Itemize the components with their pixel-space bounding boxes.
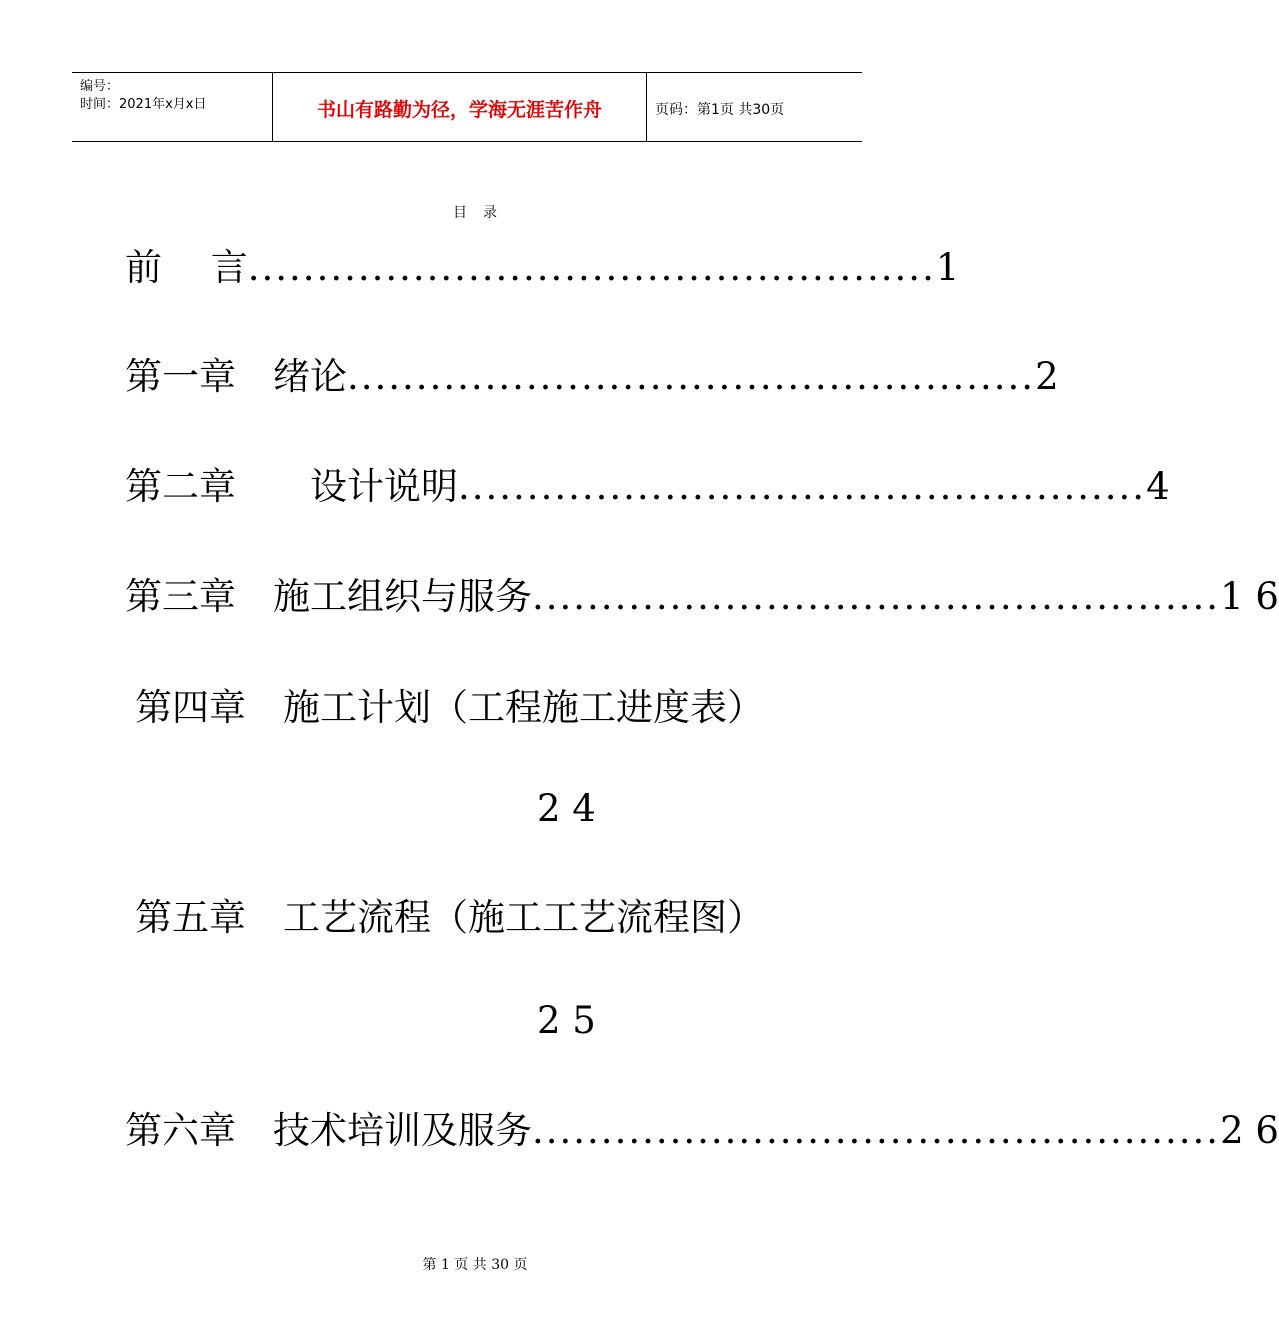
toc-entry[interactable] [125, 352, 1059, 402]
toc-leader-dots: .................................................. [532, 1109, 1221, 1152]
toc-entry-page: 1 6 [1220, 575, 1279, 618]
toc-entry-label: 前 言 [125, 246, 248, 289]
toc-entry-label: 第六章 技术培训及服务 [125, 1109, 532, 1152]
header-page-cell [647, 73, 862, 141]
page-header [72, 72, 862, 142]
toc-entry-page: 4 [1146, 465, 1170, 508]
page-code: 页码：第1页 共30页 [655, 102, 785, 118]
toc-entry-page: 2 5 [537, 999, 596, 1042]
toc-leader-dots: .................................................. [532, 575, 1221, 618]
toc-entry-label: 第三章 施工组织与服务 [125, 575, 532, 618]
header-motto-cell [273, 73, 647, 141]
toc-entry[interactable] [125, 462, 1170, 512]
toc-title: 目录 [453, 205, 513, 221]
toc-entry[interactable] [125, 1106, 1279, 1156]
toc-leader-dots: .................................................. [247, 246, 936, 289]
page-footer: 第 1 页 共 30 页 [422, 1257, 528, 1273]
toc-entry[interactable] [125, 572, 1279, 622]
toc-entry-label[interactable]: 第四章 施工计划（工程施工进度表） [135, 686, 764, 729]
toc-entry-label: 第一章 绪论 [125, 355, 347, 398]
motto-text: 书山有路勤为径，学海无涯苦作舟 [316, 99, 602, 121]
toc-entry-page: 2 6 [1220, 1109, 1279, 1152]
time-label: 时间：2021年x月x日 [80, 97, 207, 112]
toc-leader-dots: .................................................. [347, 355, 1036, 398]
toc-entry-page: 2 [1035, 355, 1059, 398]
header-meta-cell [72, 73, 273, 141]
toc-entry-page: 2 4 [537, 787, 596, 830]
toc-entry-page: 1 [935, 246, 960, 289]
toc-leader-dots: .................................................. [458, 465, 1147, 508]
toc-entry[interactable] [125, 243, 960, 293]
number-label: 编号： [80, 79, 120, 94]
toc-entry-label: 第二章 设计说明 [125, 465, 458, 508]
toc-entry-label[interactable]: 第五章 工艺流程（施工工艺流程图） [135, 896, 764, 939]
